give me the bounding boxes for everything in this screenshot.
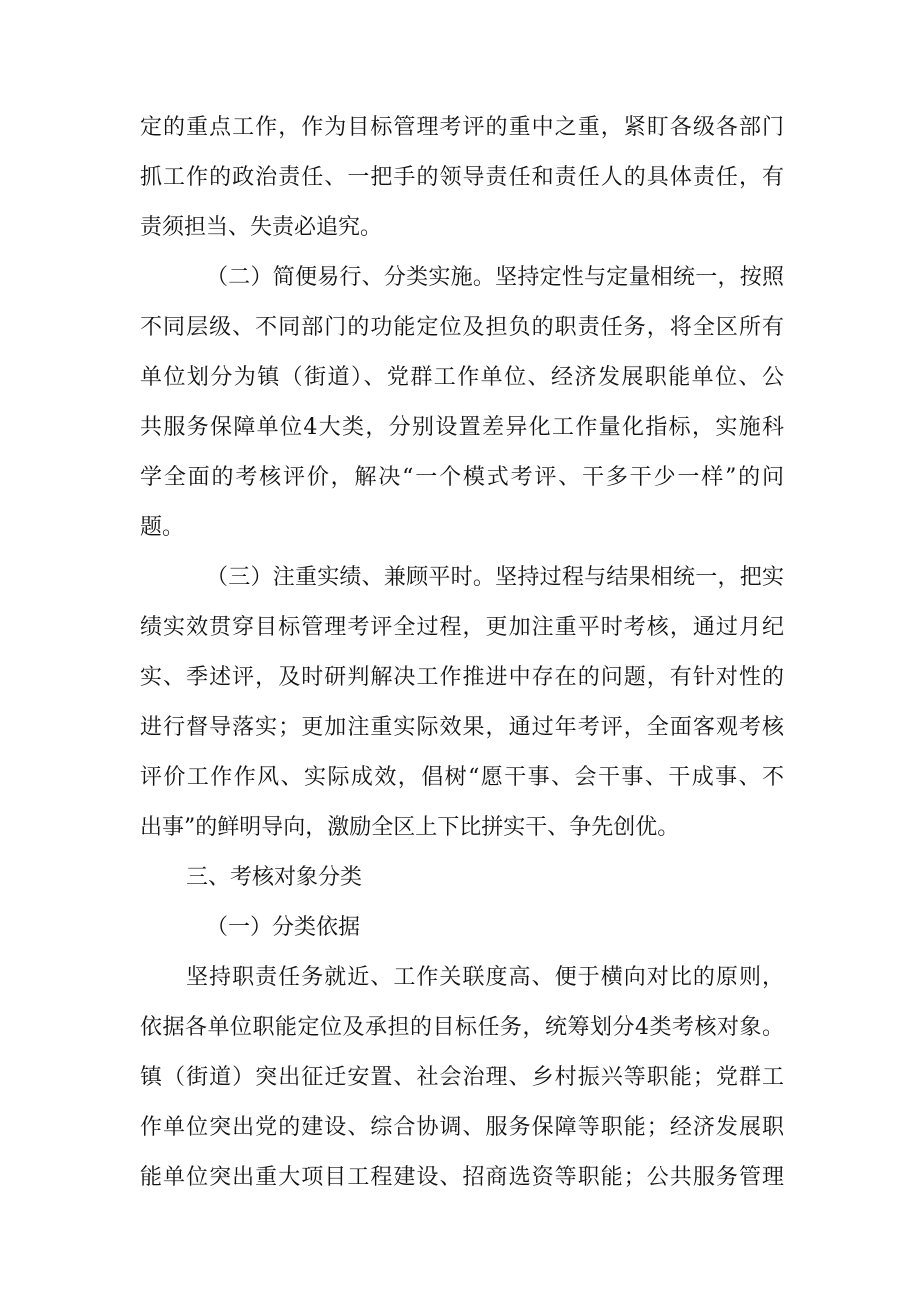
paragraph-line: 绩实效贯穿目标管理考评全过程，更加注重平时考核，通过月纪 [140,615,784,640]
paragraph-line: 单位划分为镇（街道）、党群工作单位、经济发展职能单位、公 [140,365,784,390]
paragraph-line: （三）注重实绩、兼顾平时。坚持过程与结果相统一，把实 [206,565,784,590]
paragraph-line: 能单位突出重大项目工程建设、招商选资等职能；公共服务管理 [140,1165,784,1190]
paragraph-line: 坚持职责任务就近、工作关联度高、便于横向对比的原则， [186,965,784,990]
paragraph-line: 评价工作作风、实际成效，倡树“愿干事、会干事、干成事、不 [140,765,784,790]
paragraph-line: 定的重点工作，作为目标管理考评的重中之重，紧盯各级各部门 [140,115,784,140]
section-heading: 三、考核对象分类 [186,865,363,890]
paragraph-line: 学全面的考核评价，解决“一个模式考评、干多干少一样”的问 [140,465,784,490]
paragraph-line: 作单位突出党的建设、综合协调、服务保障等职能；经济发展职 [140,1115,784,1140]
paragraph-line: 题。 [140,515,185,540]
paragraph-line: 出事”的鲜明导向，激励全区上下比拼实干、争先创优。 [140,815,680,840]
paragraph-line: 依据各单位职能定位及承担的目标任务，统筹划分4类考核对象。 [140,1015,784,1040]
paragraph-line: 不同层级、不同部门的功能定位及担负的职责任务，将全区所有 [140,315,784,340]
paragraph-line: 责须担当、失责必追究。 [140,215,383,240]
paragraph-line: （二）简便易行、分类实施。坚持定性与定量相统一，按照 [206,265,784,290]
paragraph-line: 实、季述评，及时研判解决工作推进中存在的问题，有针对性的 [140,665,784,690]
paragraph-line: 抓工作的政治责任、一把手的领导责任和责任人的具体责任，有 [140,165,784,190]
paragraph-line: 共服务保障单位4大类，分别设置差异化工作量化指标，实施科 [140,415,784,440]
paragraph-line: 进行督导落实；更加注重实际效果，通过年考评，全面客观考核 [140,715,784,740]
subsection-heading: （一）分类依据 [206,915,361,940]
paragraph-line: 镇（街道）突出征迁安置、社会治理、乡村振兴等职能；党群工 [140,1065,784,1090]
